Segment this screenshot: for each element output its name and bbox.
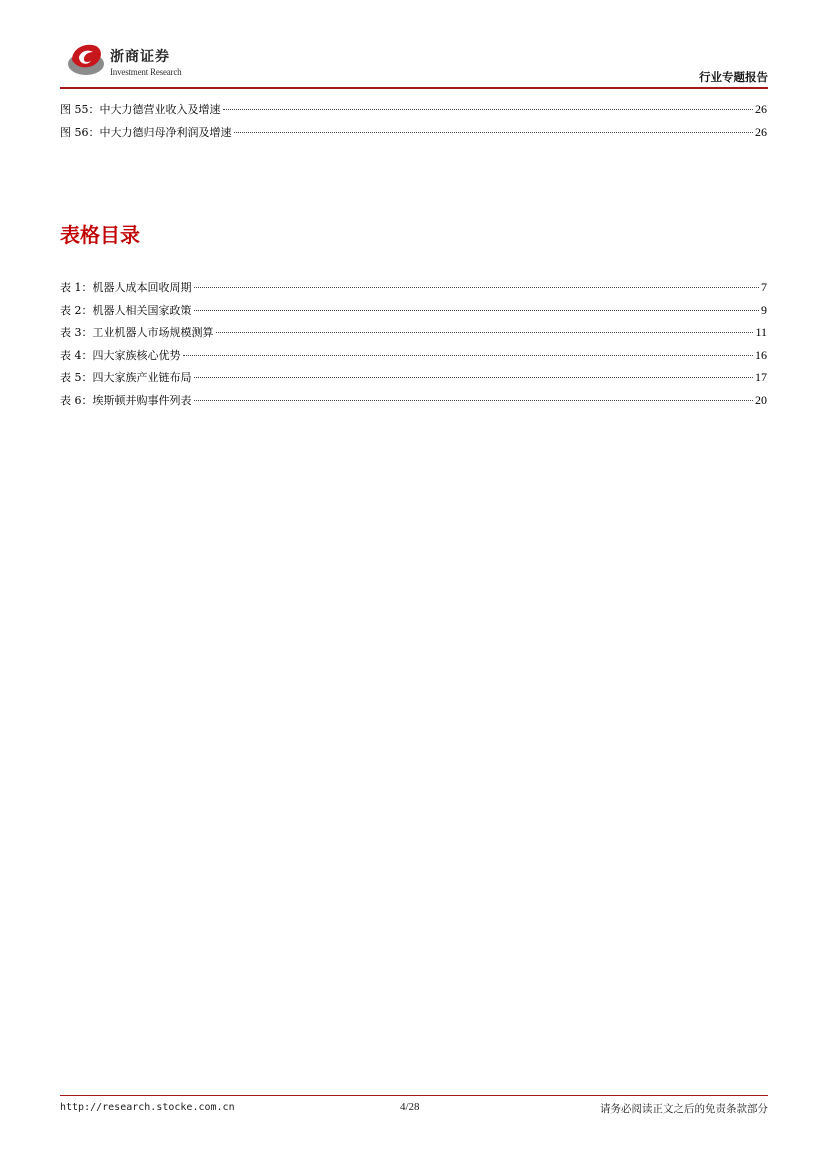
table-toc-heading: 表格目录 — [60, 223, 140, 247]
toc-entry-page: 17 — [755, 370, 767, 384]
toc-entry-page: 9 — [761, 302, 767, 317]
footer-page-number: 4/28 — [400, 1101, 420, 1113]
toc-entry-page: 16 — [755, 347, 767, 362]
logo-mark-icon — [66, 40, 106, 78]
toc-leader-dots — [194, 287, 760, 288]
toc-entry[interactable] — [60, 369, 767, 392]
logo-chinese-name: 浙商证券 — [110, 49, 170, 65]
toc-leader-dots — [194, 400, 754, 401]
table-toc-list — [60, 279, 767, 414]
toc-entry[interactable] — [60, 324, 767, 347]
figure-toc-list — [60, 101, 767, 146]
toc-entry-label: 图 55：中大力德营业收入及增速 — [60, 103, 221, 116]
toc-entry-label: 表 3：工业机器人市场规模测算 — [60, 326, 214, 339]
toc-leader-dots — [194, 377, 754, 378]
toc-entry[interactable] — [60, 347, 767, 370]
toc-entry-label: 表 2：机器人相关国家政策 — [60, 303, 192, 317]
footer-disclaimer-note: 请务必阅读正文之后的免责条款部分 — [600, 1103, 768, 1115]
toc-entry[interactable] — [60, 101, 767, 124]
toc-entry[interactable] — [60, 279, 767, 302]
toc-entry[interactable] — [60, 302, 767, 325]
logo-english-name: Investment Research — [110, 67, 182, 77]
document-type: 行业专题报告 — [699, 70, 768, 84]
toc-leader-dots — [234, 132, 754, 133]
toc-entry-label: 表 6：埃斯顿并购事件列表 — [60, 393, 192, 407]
toc-entry-label: 图 56：中大力德归母净利润及增速 — [60, 125, 232, 139]
footer-divider — [60, 1095, 768, 1096]
toc-leader-dots — [216, 332, 754, 333]
toc-entry-page: 26 — [755, 102, 767, 116]
toc-entry-label: 表 1：机器人成本回收周期 — [60, 281, 192, 294]
toc-entry[interactable] — [60, 392, 767, 415]
toc-entry-label: 表 5：四大家族产业链布局 — [60, 371, 192, 384]
toc-entry-page: 20 — [755, 392, 767, 407]
toc-entry[interactable] — [60, 124, 767, 147]
company-logo — [66, 40, 186, 80]
toc-leader-dots — [194, 310, 760, 311]
toc-entry-page: 7 — [761, 280, 767, 294]
toc-entry-label: 表 4：四大家族核心优势 — [60, 348, 181, 362]
toc-leader-dots — [183, 355, 754, 356]
header-divider — [60, 87, 768, 89]
page-header — [60, 38, 768, 88]
toc-entry-page: 11 — [755, 325, 767, 339]
footer-url-link[interactable]: http://research.stocke.com.cn — [60, 1102, 235, 1113]
toc-entry-page: 26 — [755, 124, 767, 139]
toc-leader-dots — [223, 109, 754, 110]
